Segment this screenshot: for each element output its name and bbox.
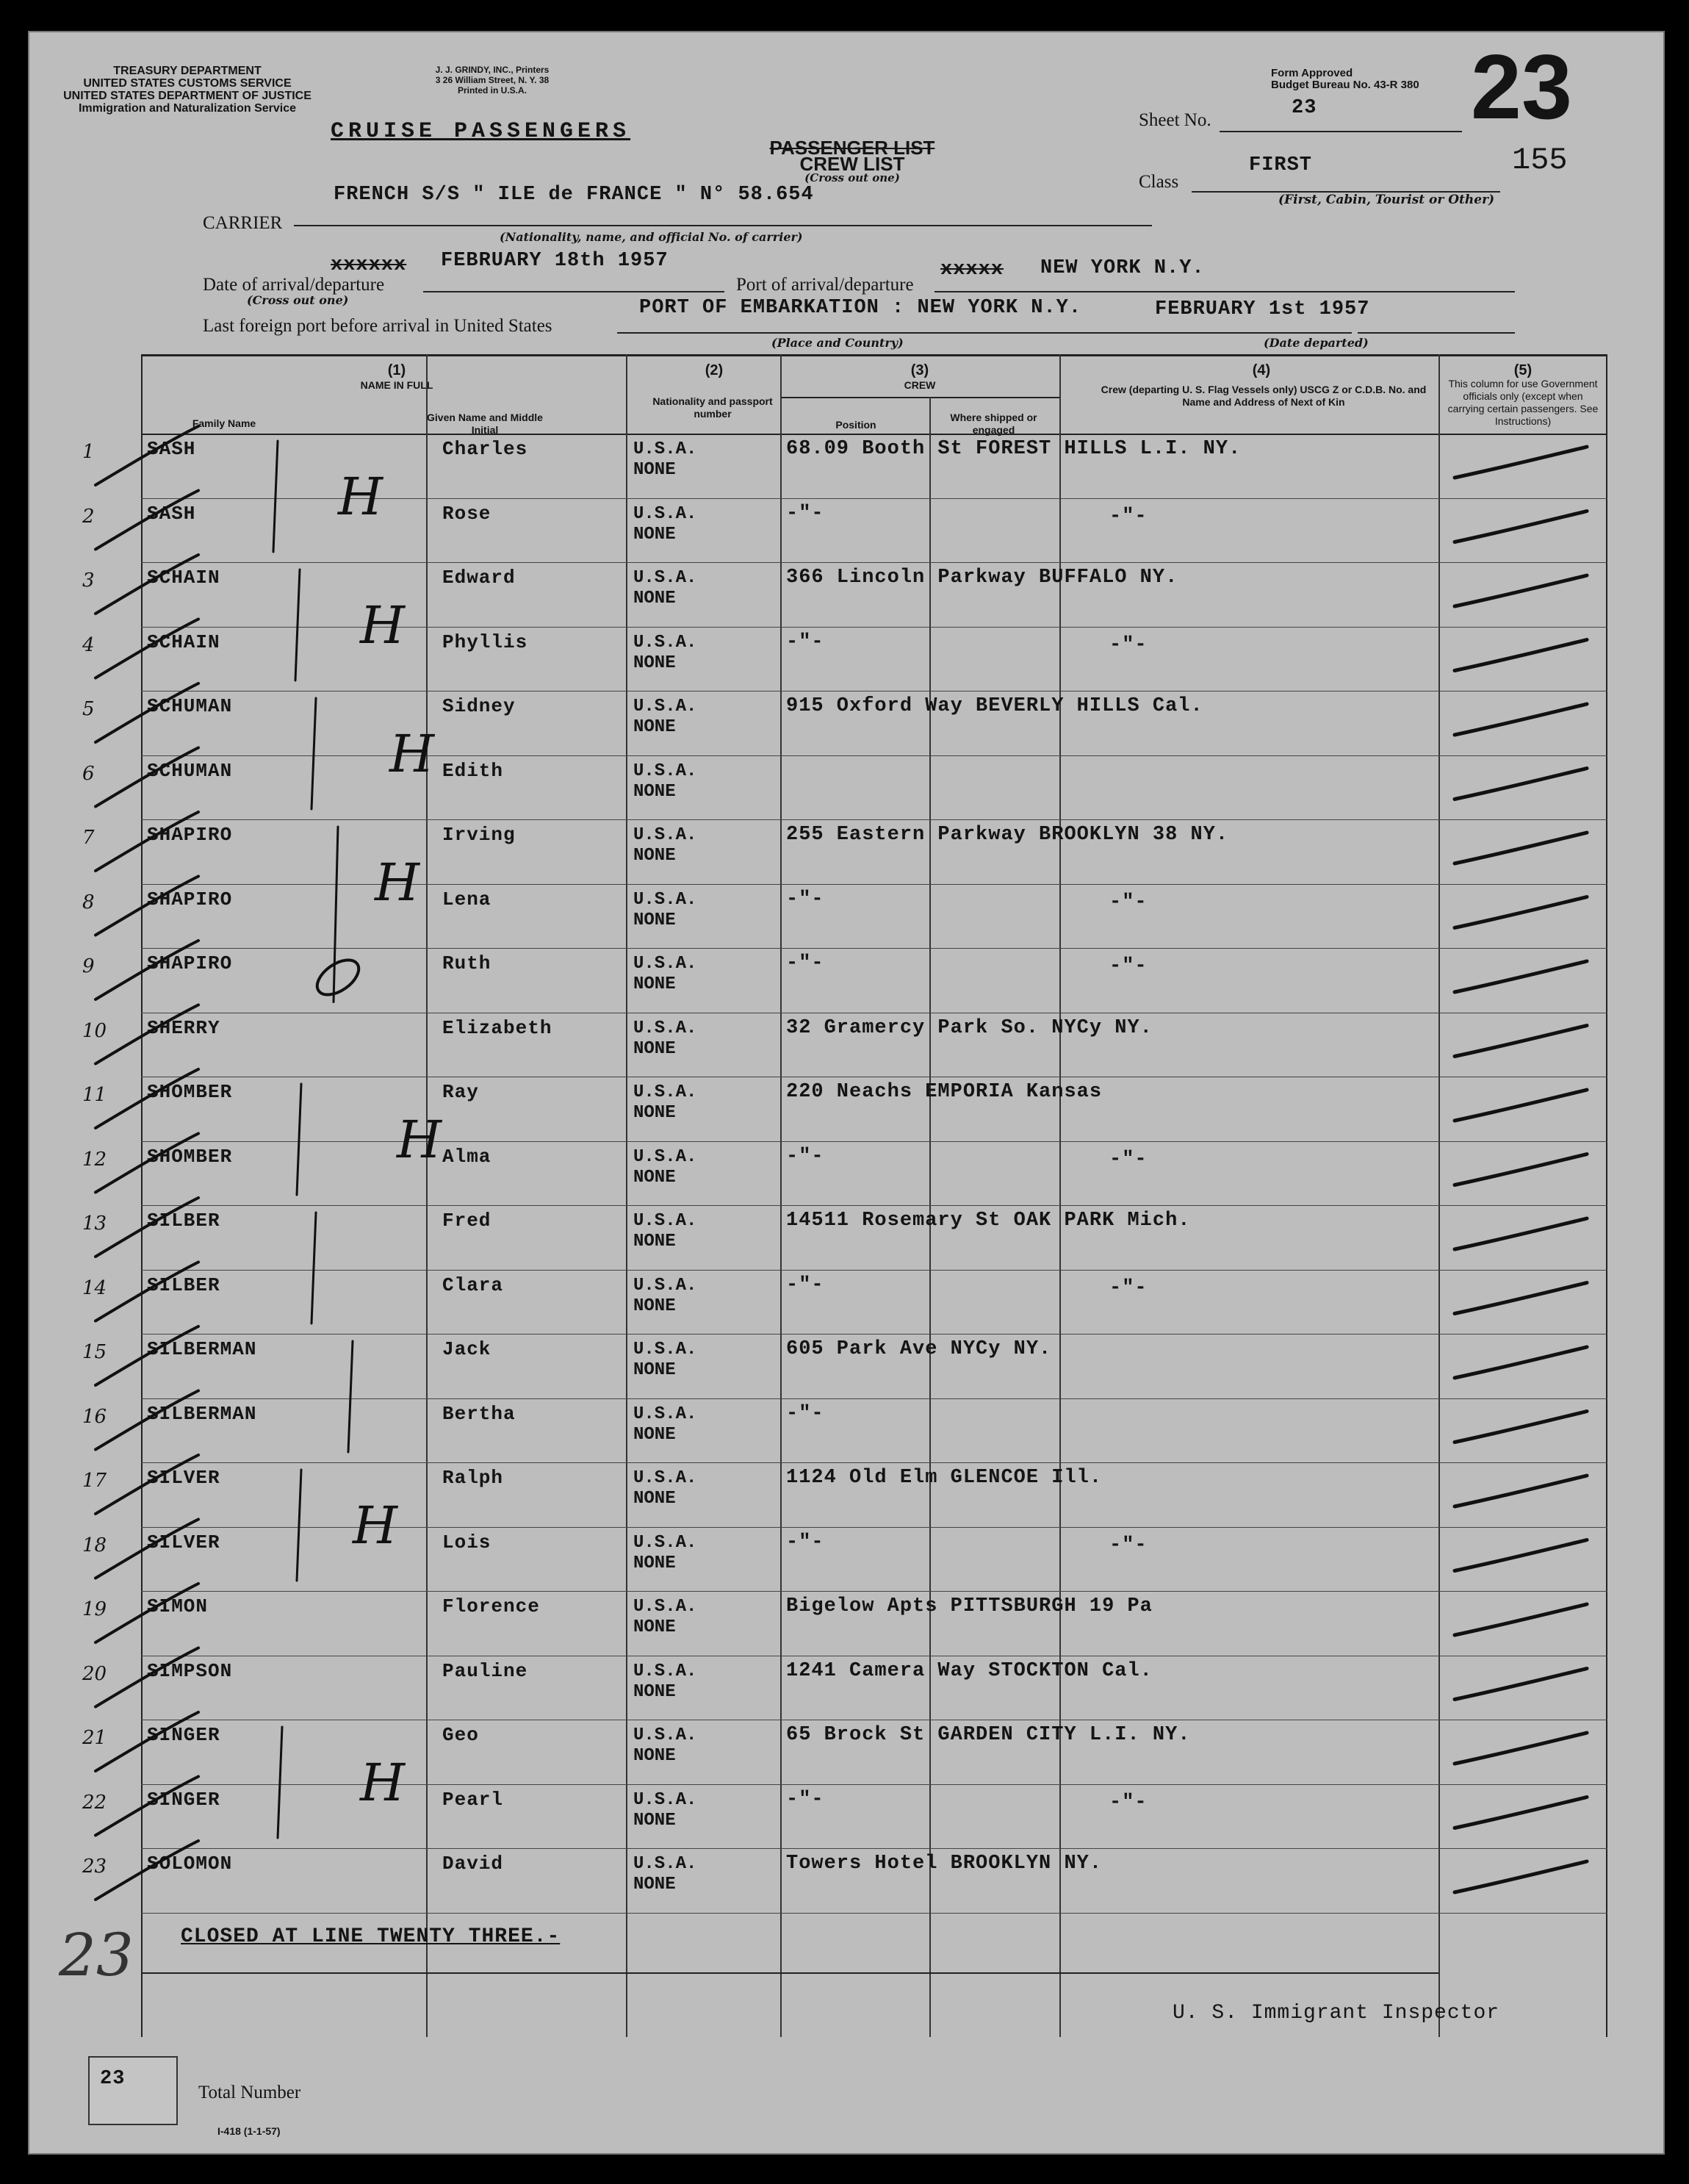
nationality-cell: U.S.A. <box>633 1275 697 1296</box>
official-slash <box>1455 1669 1587 1700</box>
family-name-cell: SHAPIRO <box>147 888 233 910</box>
family-name-cell: SILBER <box>147 1274 220 1296</box>
passport-number-cell: NONE <box>633 653 676 673</box>
agency-line: UNITED STATES DEPARTMENT OF JUSTICE <box>63 90 311 102</box>
h-mark: H <box>338 467 383 527</box>
given-name-cell: Fred <box>442 1210 491 1232</box>
given-name-cell: Rose <box>442 502 491 525</box>
official-slash <box>1455 833 1587 863</box>
col3-title: CREW <box>904 379 936 391</box>
nationality-cell: U.S.A. <box>633 439 697 459</box>
tick-mark <box>96 1391 198 1450</box>
row-number: 19 <box>82 1598 107 1620</box>
address-cell: 32 Gramercy Park So. NYCy NY. <box>786 1016 1153 1039</box>
official-slash <box>1455 961 1587 992</box>
sheet-value: 23 <box>1292 97 1317 119</box>
tick-mark <box>96 1712 198 1771</box>
row-number: 16 <box>82 1405 107 1428</box>
tick-mark <box>96 941 198 999</box>
address-cell: 605 Park Ave NYCy NY. <box>786 1338 1052 1360</box>
port-struck: xxxxx <box>940 259 1004 281</box>
passport-number-cell: NONE <box>633 1875 676 1894</box>
position-header: Position <box>835 419 876 431</box>
official-slash <box>1455 640 1587 671</box>
tick-mark <box>96 491 198 550</box>
family-name-cell: SCHAIN <box>147 631 220 653</box>
nationality-cell: U.S.A. <box>633 1018 697 1038</box>
col3-number: (3) <box>910 362 929 378</box>
nationality-cell: U.S.A. <box>633 1082 697 1102</box>
family-name-cell: SHOMBER <box>147 1145 233 1168</box>
passport-number-cell: NONE <box>633 1232 676 1251</box>
ditto-mark: -"- <box>1109 1534 1148 1556</box>
family-bracket <box>297 1084 301 1195</box>
family-bracket <box>334 827 338 1002</box>
row-number: 9 <box>82 955 95 977</box>
row-number: 10 <box>82 1019 107 1042</box>
given-name-cell: Clara <box>442 1274 504 1296</box>
family-name-cell: SILBERMAN <box>147 1338 257 1360</box>
row-number: 15 <box>82 1341 107 1363</box>
ditto-mark: -"- <box>1109 1276 1148 1299</box>
passport-number-cell: NONE <box>633 1681 676 1702</box>
nationality-cell: U.S.A. <box>633 825 697 845</box>
total-number-value: 23 <box>100 2068 126 2090</box>
nationality-cell: U.S.A. <box>633 1468 697 1488</box>
carrier-note: (Nationality, name, and official No. of carrier) <box>500 230 803 244</box>
given-name-cell: Edith <box>442 759 504 782</box>
passport-number-cell: NONE <box>633 1746 676 1766</box>
row-number: 21 <box>82 1727 107 1749</box>
address-cell: 1241 Camera Way STOCKTON Cal. <box>786 1659 1153 1682</box>
class-label: Class <box>1139 172 1179 192</box>
place-country-note: (Place and Country) <box>771 336 904 350</box>
row-number: 12 <box>82 1148 107 1171</box>
passport-number-cell: NONE <box>633 1296 676 1316</box>
date-label: Date of arrival/departure <box>203 275 385 295</box>
agency-line: UNITED STATES CUSTOMS SERVICE <box>83 77 292 90</box>
class-value: FIRST <box>1249 154 1313 176</box>
total-number-box <box>88 2056 178 2125</box>
official-slash <box>1455 1283 1587 1314</box>
ditto-mark: -"- <box>1109 891 1148 913</box>
col1-number: (1) <box>387 362 406 378</box>
address-cell: 14511 Rosemary St OAK PARK Mich. <box>786 1210 1191 1232</box>
passport-number-cell: NONE <box>633 1617 676 1637</box>
date-value: FEBRUARY 18th 1957 <box>441 250 669 272</box>
page-number: 155 <box>1512 143 1568 178</box>
h-mark: H <box>360 1753 406 1813</box>
passport-number-cell: NONE <box>633 1103 676 1123</box>
date-struck: xxxxxx <box>331 254 407 276</box>
official-slash <box>1455 1861 1587 1892</box>
official-slash <box>1455 769 1587 800</box>
h-mark: H <box>375 852 420 913</box>
family-bracket <box>278 1727 282 1838</box>
ditto-mark: -"- <box>1109 1148 1148 1171</box>
given-name-cell: Edward <box>442 567 516 589</box>
official-slash <box>1455 447 1587 478</box>
cross-out-note: (Cross out one) <box>804 171 900 184</box>
passport-number-cell: NONE <box>633 1360 676 1380</box>
carrier-value: FRENCH S/S " ILE de FRANCE " N° 58.654 <box>334 184 814 206</box>
nationality-cell: U.S.A. <box>633 761 697 781</box>
row-number: 1 <box>82 441 95 463</box>
official-slash <box>1455 1026 1587 1057</box>
official-slash <box>1455 1347 1587 1378</box>
family-bracket <box>348 1341 353 1452</box>
tick-mark <box>96 1584 198 1642</box>
given-name-cell: Geo <box>442 1724 479 1746</box>
tick-mark <box>96 1262 198 1321</box>
given-name-cell: Ralph <box>442 1467 504 1489</box>
nationality-cell: U.S.A. <box>633 1789 697 1810</box>
given-name-cell: Pearl <box>442 1788 504 1811</box>
budget-bureau: Budget Bureau No. 43-R 380 <box>1271 79 1419 91</box>
given-name-cell: Alma <box>442 1145 491 1168</box>
given-name-header: Given Name and Middle Initial <box>427 412 543 436</box>
tick-mark <box>96 426 198 485</box>
official-slash <box>1455 511 1587 542</box>
col2-title: Nationality and passport number <box>652 395 773 420</box>
given-name-cell: Lois <box>442 1531 491 1553</box>
official-slash <box>1455 1090 1587 1121</box>
tick-mark <box>96 1520 198 1578</box>
col4-number: (4) <box>1252 362 1271 378</box>
nationality-cell: U.S.A. <box>633 1146 697 1167</box>
h-mark: H <box>353 1495 398 1556</box>
row-number: 17 <box>82 1470 107 1492</box>
document-sheet <box>28 31 1665 2155</box>
col2-number: (2) <box>705 362 724 378</box>
official-slash <box>1455 1797 1587 1828</box>
address-cell: -"- <box>786 631 824 653</box>
row-number: 3 <box>82 570 95 592</box>
tick-mark <box>96 1777 198 1836</box>
official-slash <box>1455 1733 1587 1764</box>
nationality-cell: U.S.A. <box>633 568 697 588</box>
col5-number: (5) <box>1513 362 1533 378</box>
family-bracket <box>295 570 300 680</box>
given-name-cell: Lena <box>442 888 491 910</box>
passport-number-cell: NONE <box>633 460 676 480</box>
given-name-cell: Bertha <box>442 1402 516 1425</box>
port-value: NEW YORK N.Y. <box>1040 257 1205 279</box>
nationality-cell: U.S.A. <box>633 1661 697 1681</box>
last-port-date: FEBRUARY 1st 1957 <box>1155 298 1370 320</box>
ditto-mark: -"- <box>1109 505 1148 528</box>
tick-mark <box>96 877 198 935</box>
handwritten-marks <box>29 32 1666 2156</box>
family-bracket <box>311 698 316 809</box>
address-cell: -"- <box>786 1531 824 1553</box>
given-name-cell: Ruth <box>442 952 491 974</box>
ditto-mark: -"- <box>1109 633 1148 656</box>
address-cell: 68.09 Booth St FOREST HILLS L.I. NY. <box>786 438 1242 460</box>
passport-number-cell: NONE <box>633 781 676 802</box>
row-number: 23 <box>82 1856 107 1878</box>
nationality-cell: U.S.A. <box>633 1597 697 1617</box>
row-number: 14 <box>82 1276 107 1299</box>
passport-number-cell: NONE <box>633 524 676 545</box>
row-number: 18 <box>82 1534 107 1556</box>
nationality-cell: U.S.A. <box>633 1854 697 1874</box>
nationality-cell: U.S.A. <box>633 889 697 910</box>
agency-line: TREASURY DEPARTMENT <box>113 65 262 77</box>
family-name-cell: SINGER <box>147 1788 220 1811</box>
nationality-cell: U.S.A. <box>633 503 697 524</box>
family-name-cell: SASH <box>147 438 196 460</box>
tick-mark <box>96 748 198 807</box>
port-label: Port of arrival/departure <box>736 275 914 295</box>
given-name-cell: Florence <box>442 1595 540 1617</box>
passport-number-cell: NONE <box>633 1167 676 1188</box>
family-name-cell: SIMON <box>147 1595 209 1617</box>
given-name-cell: Phyllis <box>442 631 528 653</box>
address-cell: -"- <box>786 1788 824 1811</box>
h-mark: H <box>360 595 406 655</box>
last-port-value: PORT OF EMBARKATION : NEW YORK N.Y. <box>639 297 1082 319</box>
big-sheet-number: 23 <box>1471 37 1572 138</box>
given-name-cell: Charles <box>442 438 528 460</box>
family-name-cell: SHAPIRO <box>147 952 233 974</box>
given-name-cell: Irving <box>442 824 516 846</box>
printer-line: 3 26 William Street, N. Y. 38 <box>435 75 550 85</box>
where-shipped-header: Where shipped or engaged <box>950 412 1037 436</box>
family-name-cell: SCHUMAN <box>147 759 233 782</box>
tick-mark <box>96 683 198 742</box>
passport-number-cell: NONE <box>633 1489 676 1509</box>
tick-mark <box>96 1005 198 1064</box>
family-bracket <box>311 1213 316 1323</box>
tick-mark <box>96 1455 198 1514</box>
family-name-cell: SOLOMON <box>147 1853 233 1875</box>
nationality-cell: U.S.A. <box>633 1211 697 1231</box>
official-slash <box>1455 1540 1587 1571</box>
family-name-cell: SCHUMAN <box>147 695 233 717</box>
printer-line: J. J. GRINDY, INC., Printers <box>435 65 550 75</box>
row-number: 11 <box>82 1084 107 1106</box>
circle-scribble <box>311 953 364 1002</box>
carrier-label: CARRIER <box>203 213 283 233</box>
family-name-header: Family Name <box>192 417 256 429</box>
given-name-cell: Pauline <box>442 1659 528 1682</box>
tick-mark <box>96 619 198 678</box>
tick-mark <box>96 555 198 614</box>
official-slash <box>1455 897 1587 928</box>
row-number: 6 <box>82 762 95 785</box>
address-cell: -"- <box>786 952 824 974</box>
address-cell: 366 Lincoln Parkway BUFFALO NY. <box>786 567 1178 589</box>
address-cell: Towers Hotel BROOKLYN NY. <box>786 1853 1103 1875</box>
tick-mark <box>96 1134 198 1193</box>
tick-mark <box>96 1069 198 1128</box>
given-name-cell: Jack <box>442 1338 491 1360</box>
given-name-cell: Elizabeth <box>442 1016 552 1039</box>
cruise-passengers-label: CRUISE PASSENGERS <box>331 119 631 144</box>
family-name-cell: SILVER <box>147 1531 220 1553</box>
address-cell: -"- <box>786 1402 824 1425</box>
tick-mark <box>96 1326 198 1385</box>
col1-title: NAME IN FULL <box>360 379 433 391</box>
last-port-label: Last foreign port before arrival in United States <box>203 316 552 336</box>
address-cell: 915 Oxford Way BEVERLY HILLS Cal. <box>786 695 1203 717</box>
row-number: 20 <box>82 1662 107 1685</box>
date-departed-note: (Date departed) <box>1264 336 1369 350</box>
passport-number-cell: NONE <box>633 910 676 930</box>
ditto-mark: -"- <box>1109 1791 1148 1814</box>
official-slash <box>1455 704 1587 735</box>
family-name-cell: SIMPSON <box>147 1659 233 1682</box>
address-cell: Bigelow Apts PITTSBURGH 19 Pa <box>786 1595 1153 1617</box>
passport-number-cell: NONE <box>633 717 676 737</box>
given-name-cell: David <box>442 1853 504 1875</box>
passport-number-cell: NONE <box>633 589 676 608</box>
official-slash <box>1455 575 1587 606</box>
row-number: 22 <box>82 1791 107 1814</box>
nationality-cell: U.S.A. <box>633 1532 697 1553</box>
family-bracket <box>297 1470 301 1581</box>
col4-title: Crew (departing U. S. Flag Vessels only) USCG Z or C.D.B. No. and Name and Address of Next of Kin <box>1101 384 1427 408</box>
address-cell: -"- <box>786 888 824 910</box>
family-name-cell: SINGER <box>147 1724 220 1746</box>
official-slash <box>1455 1218 1587 1249</box>
sheet-label: Sheet No. <box>1139 110 1211 130</box>
row-number: 4 <box>82 633 95 656</box>
total-number-label: Total Number <box>198 2083 301 2102</box>
nationality-cell: U.S.A. <box>633 697 697 716</box>
list-title-struck: PASSENGER LIST <box>769 137 935 159</box>
family-name-cell: SILBER <box>147 1210 220 1232</box>
date-cross-note: (Cross out one) <box>247 293 349 307</box>
official-slash <box>1455 1412 1587 1443</box>
address-cell: 220 Neachs EMPORIA Kansas <box>786 1081 1103 1103</box>
nationality-cell: U.S.A. <box>633 1404 697 1424</box>
passport-number-cell: NONE <box>633 846 676 866</box>
family-name-cell: SASH <box>147 502 196 525</box>
closed-at-line: CLOSED AT LINE TWENTY THREE.- <box>181 1925 561 1948</box>
tick-mark <box>96 1198 198 1257</box>
list-title-crew: CREW LIST <box>799 153 905 175</box>
official-slash <box>1455 1476 1587 1506</box>
address-cell: 255 Eastern Parkway BROOKLYN 38 NY. <box>786 824 1229 846</box>
family-name-cell: SILVER <box>147 1467 220 1489</box>
col5-title: This column for use Government officials only (except when carrying certain passengers. See Instructions) <box>1447 378 1599 427</box>
passport-number-cell: NONE <box>633 1424 676 1445</box>
passport-number-cell: NONE <box>633 974 676 994</box>
agency-line: Immigration and Naturalization Service <box>78 102 297 115</box>
class-note: (First, Cabin, Tourist or Other) <box>1278 193 1495 207</box>
nationality-cell: U.S.A. <box>633 1340 697 1359</box>
address-cell: 1124 Old Elm GLENCOE Ill. <box>786 1467 1103 1489</box>
passport-number-cell: NONE <box>633 1553 676 1573</box>
ditto-mark: -"- <box>1109 955 1148 977</box>
nationality-cell: U.S.A. <box>633 1725 697 1745</box>
family-name-cell: SCHAIN <box>147 567 220 589</box>
tick-mark <box>96 1841 198 1900</box>
row-number: 7 <box>82 827 95 849</box>
row-number: 2 <box>82 505 95 528</box>
family-name-cell: SHAPIRO <box>147 824 233 846</box>
passport-number-cell: NONE <box>633 1810 676 1831</box>
margin-note: 23 <box>59 1921 134 1989</box>
address-cell: 65 Brock St GARDEN CITY L.I. NY. <box>786 1724 1191 1746</box>
printer-line: Printed in U.S.A. <box>457 85 527 96</box>
form-approved: Form Approved <box>1271 67 1353 79</box>
nationality-cell: U.S.A. <box>633 632 697 653</box>
immigrant-inspector: U. S. Immigrant Inspector <box>1173 2002 1500 2025</box>
family-name-cell: SILBERMAN <box>147 1402 257 1425</box>
tick-mark <box>96 812 198 871</box>
address-cell: -"- <box>786 502 824 525</box>
family-name-cell: SHOMBER <box>147 1081 233 1103</box>
row-number: 8 <box>82 891 95 913</box>
row-number: 13 <box>82 1213 107 1235</box>
h-mark: H <box>389 724 435 784</box>
official-slash <box>1455 1154 1587 1185</box>
nationality-cell: U.S.A. <box>633 954 697 974</box>
row-number: 5 <box>82 698 95 720</box>
address-cell: -"- <box>786 1145 824 1168</box>
family-bracket <box>273 441 278 552</box>
h-mark: H <box>397 1110 442 1170</box>
address-cell: -"- <box>786 1274 824 1296</box>
tick-mark <box>96 1648 198 1707</box>
form-code: I-418 (1-1-57) <box>217 2125 281 2137</box>
given-name-cell: Ray <box>442 1081 479 1103</box>
official-slash <box>1455 1604 1587 1635</box>
given-name-cell: Sidney <box>442 695 516 717</box>
passport-number-cell: NONE <box>633 1038 676 1059</box>
family-name-cell: SHERRY <box>147 1016 220 1039</box>
